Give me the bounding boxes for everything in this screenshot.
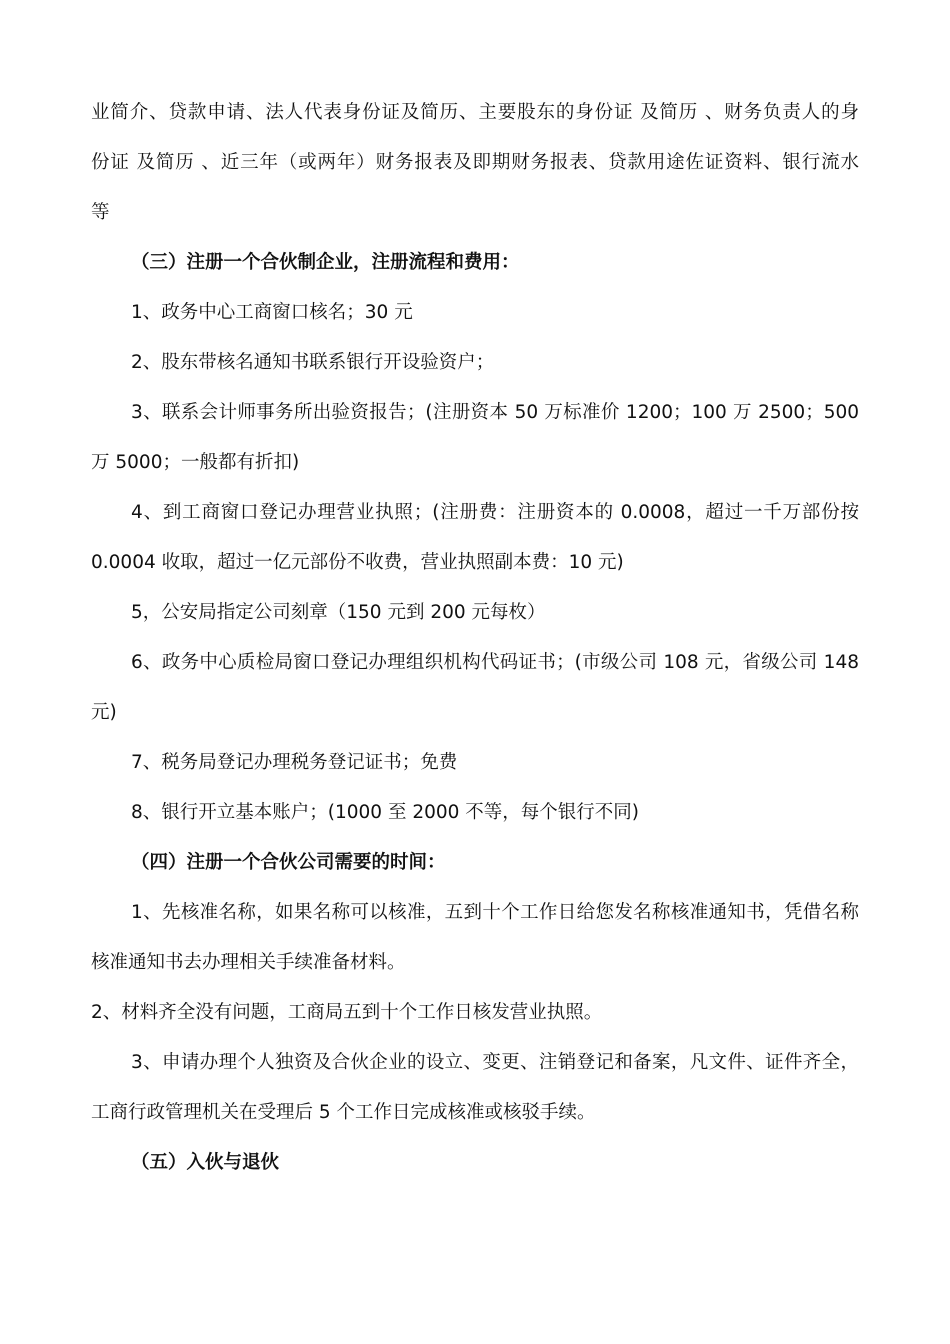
list-item: 1、先核准名称，如果名称可以核准，五到十个工作日给您发名称核准通知书，凭借名称 [131,902,859,923]
list-item-continuation: 万 5000；一般都有折扣) [91,452,300,473]
section-heading-4: （四）注册一个合伙公司需要的时间： [131,852,446,873]
list-item-continuation: 工商行政管理机关在受理后 5 个工作日完成核准或核驳手续。 [91,1102,596,1123]
list-item: 1、政务中心工商窗口核名；30 元 [131,302,413,323]
list-item: 8、银行开立基本账户；(1000 至 2000 不等，每个银行不同) [131,802,640,823]
list-item: 2、股东带核名通知书联系银行开设验资户； [131,352,495,373]
list-item: 5，公安局指定公司刻章（150 元到 200 元每枚） [131,602,546,623]
list-item-continuation: 0.0004 收取，超过一亿元部份不收费，营业执照副本费：10 元) [91,552,624,573]
paragraph-line: 业简介、贷款申请、法人代表身份证及简历、主要股东的身份证 及简历 、财务负责人的身 [91,102,859,123]
section-heading-5: （五）入伙与退伙 [131,1152,280,1173]
paragraph-line: 等 [91,202,110,223]
list-item: 2、材料齐全没有问题，工商局五到十个工作日核发营业执照。 [91,1002,603,1023]
list-item: 6、政务中心质检局窗口登记办理组织机构代码证书；(市级公司 108 元，省级公司 148 [131,652,859,673]
list-item: 7、税务局登记办理税务登记证书；免费 [131,752,458,773]
list-item-continuation: 核准通知书去办理相关手续准备材料。 [91,952,406,973]
paragraph-line: 份证 及简历 、近三年（或两年）财务报表及即期财务报表、贷款用途佐证资料、银行流水 [91,152,859,173]
list-item: 4、到工商窗口登记办理营业执照；(注册费：注册资本的 0.0008，超过一千万部份按 [131,502,859,523]
document-page [91,88,859,1188]
list-item: 3、联系会计师事务所出验资报告；(注册资本 50 万标准价 1200；100 万 2500；500 [131,402,859,423]
section-heading-3: （三）注册一个合伙制企业，注册流程和费用： [131,252,520,273]
list-item: 3、申请办理个人独资及合伙企业的设立、变更、注销登记和备案，凡文件、证件齐全， [131,1052,859,1073]
list-item-continuation: 元) [91,702,117,723]
